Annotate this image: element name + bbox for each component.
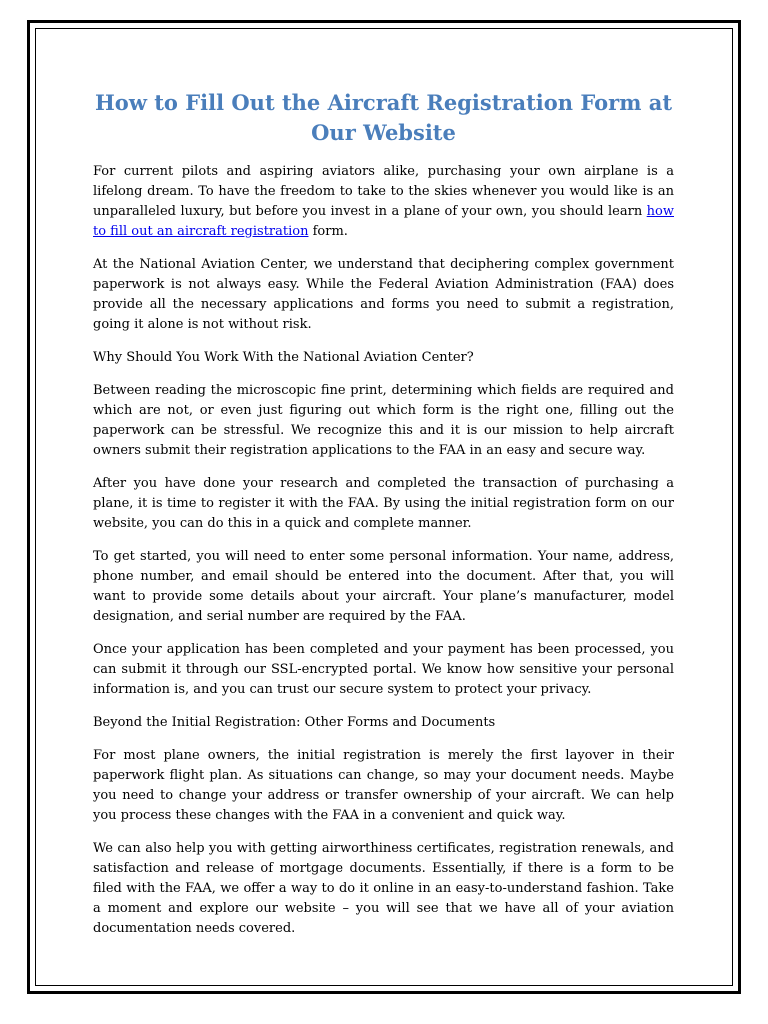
paragraph-getting-started: To get started, you will need to enter some personal information. Your name, address, phone number, and email should be entered into the document. After that, you will want to provide some details about your aircraft. Your plane’s manufacturer, model designation, and serial number are required by the FAA. [93, 549, 674, 624]
paragraph-changing-needs: For most plane owners, the initial registration is merely the first layover in their paperwork flight plan. As situations can change, so may your document needs. Maybe you need to change your address or transfer ownership of your aircraft. We can help you process these changes with the FAA in a convenient and quick way. [93, 748, 674, 823]
registration-guide-link[interactable]: how to fill out an aircraft registration [93, 204, 674, 239]
subheading-beyond-initial-registration: Beyond the Initial Registration: Other Forms and Documents [93, 715, 496, 730]
paragraph-national-aviation-center: At the National Aviation Center, we understand that deciphering complex government paperwork is not always easy. While the Federal Aviation Administration (FAA) does provide all the necessary applications and forms you need to submit a registration, going it alone is not without risk. [93, 257, 674, 332]
document-title: How to Fill Out the Aircraft Registration Form at Our Website [94, 90, 673, 145]
intro-text-after-link: form. [308, 224, 348, 239]
document-body [93, 88, 674, 952]
paragraph-other-services: We can also help you with getting airworthiness certificates, registration renewals, and satisfaction and release of mortgage documents. Essentially, if there is a form to be filed with the FAA, we offer a way to do it online in an easy-to-understand fashion. Take a moment and explore our website – you will see that we have all of your aviation documentation needs covered. [93, 841, 674, 936]
subheading-why-work-with-us: Why Should You Work With the National Aviation Center? [93, 350, 474, 365]
intro-text-before-link: For current pilots and aspiring aviators alike, purchasing your own airplane is a lifelong dream. To have the freedom to take to the skies whenever you would like is an unparalleled luxury, but before you invest in a plane of your own, you should learn [93, 164, 674, 219]
paragraph-register-with-faa: After you have done your research and completed the transaction of purchasing a plane, it is time to register it with the FAA. By using the initial registration form on our website, you can do this in a quick and complete manner. [93, 476, 674, 531]
paragraph-secure-submission: Once your application has been completed and your payment has been processed, you can submit it through our SSL-encrypted portal. We know how sensitive your personal information is, and you can trust our secure system to protect your privacy. [93, 642, 674, 697]
paragraph-paperwork-stress: Between reading the microscopic fine print, determining which fields are required and which are not, or even just figuring out which form is the right one, filling out the paperwork can be stressful. We recognize this and it is our mission to help aircraft owners submit their registration applications to the FAA in an easy and secure way. [93, 383, 674, 458]
intro-paragraph [93, 162, 674, 242]
